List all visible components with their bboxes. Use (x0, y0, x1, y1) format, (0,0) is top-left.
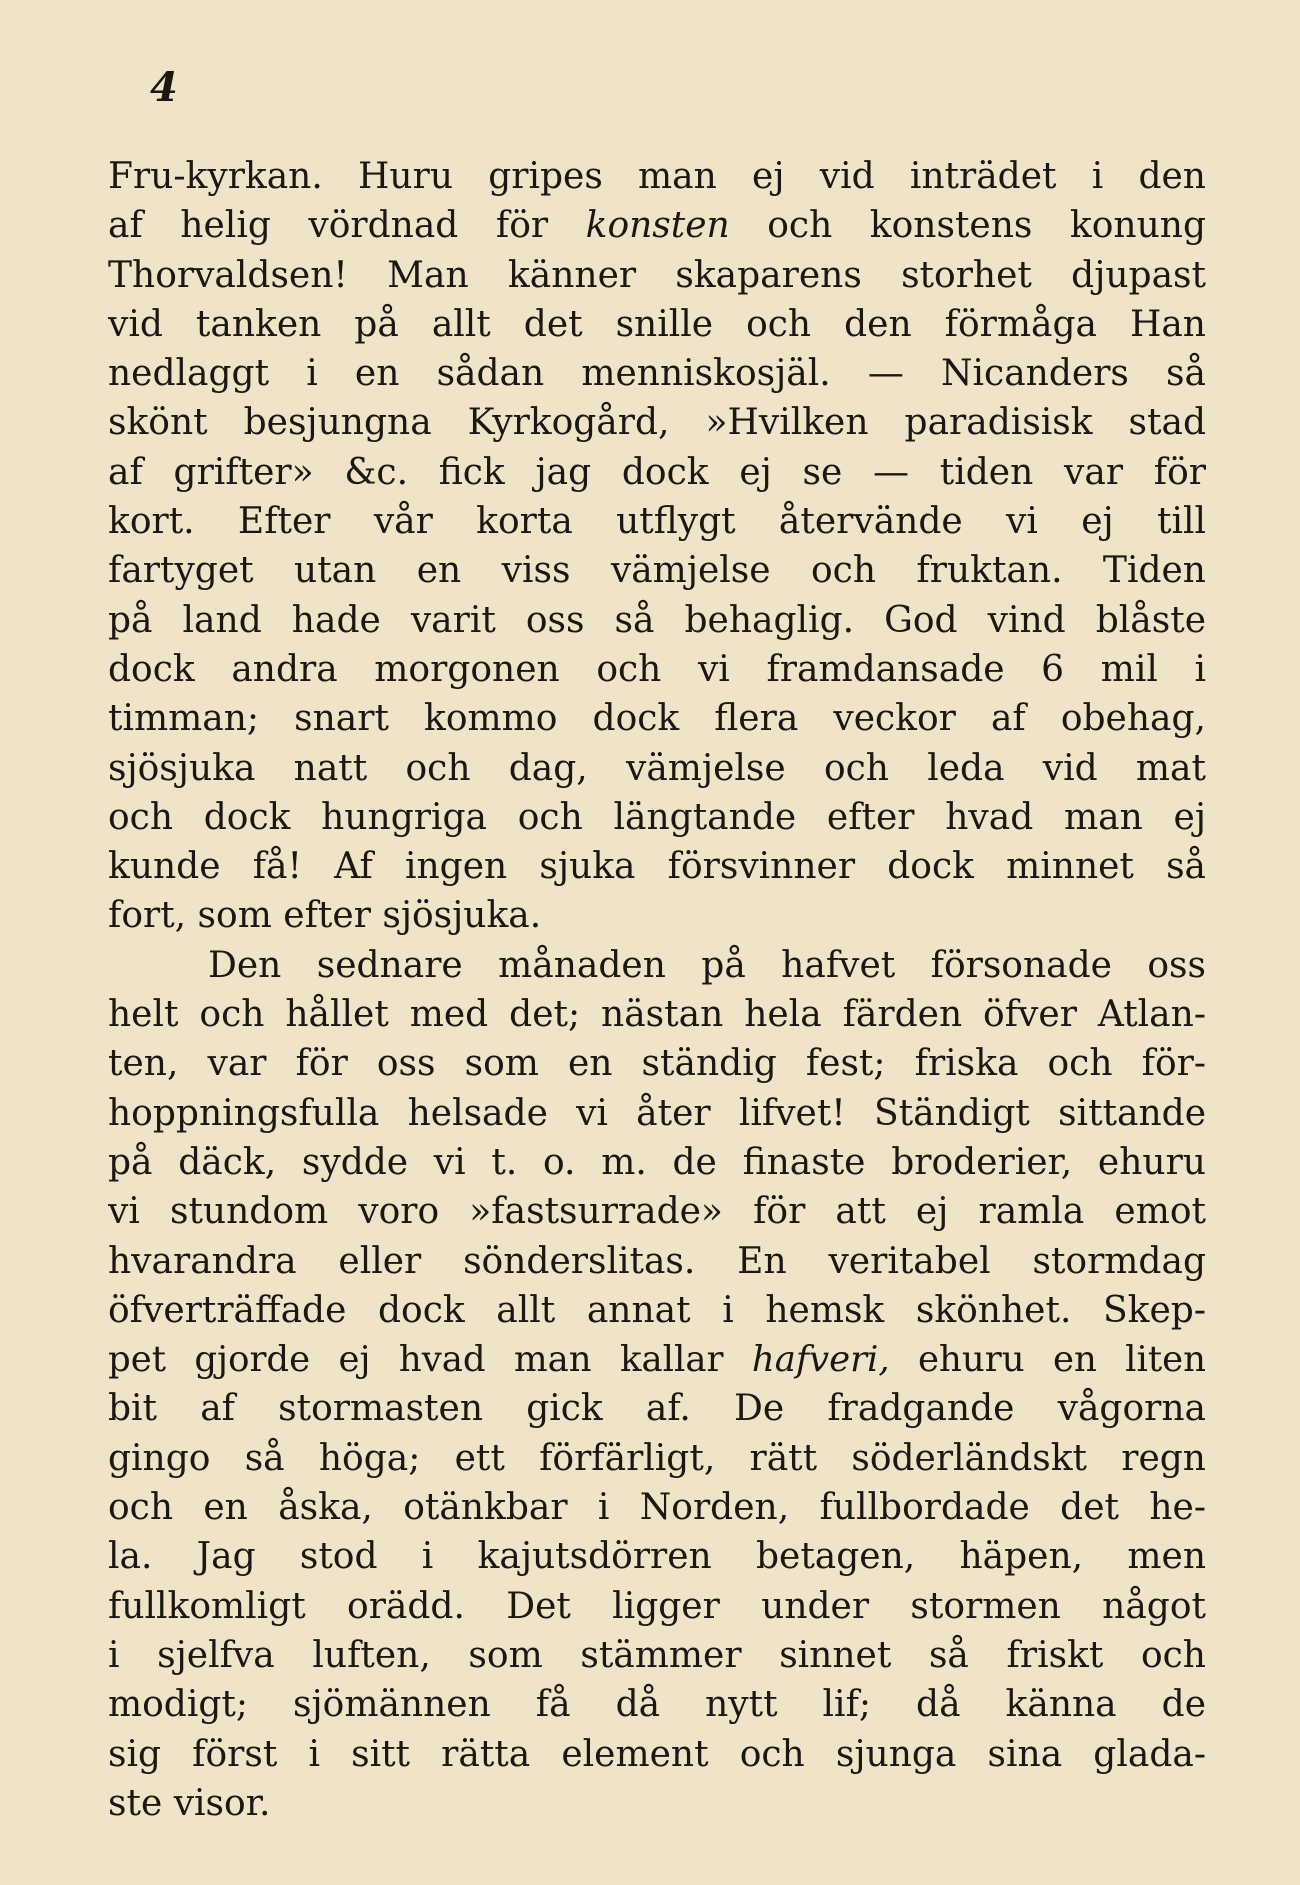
line-text: Thorvaldsen! Man känner skaparens storhet djupast (108, 254, 1206, 296)
text-line (108, 398, 1206, 447)
text-line (108, 1237, 1206, 1286)
text-line (108, 1335, 1206, 1384)
text-line (108, 596, 1206, 645)
text-line (108, 201, 1206, 250)
text-line (108, 546, 1206, 595)
line-text: ste visor. (108, 1782, 271, 1824)
line-text: nedlaggt i en sådan menniskosjäl. — Nicanders så (108, 353, 1206, 395)
line-text: och konstens konung (729, 205, 1206, 247)
line-text: af grifter» &c. fick jag dock ej se — tiden var för (108, 451, 1206, 493)
text-line (108, 1039, 1206, 1088)
page-number: 4 (150, 64, 178, 111)
body-text (108, 152, 1206, 1828)
line-text: på land hade varit oss så behaglig. God vind blåste (108, 599, 1206, 641)
text-line (108, 1680, 1206, 1729)
text-line (108, 1582, 1206, 1631)
line-text: ehuru en liten (889, 1339, 1206, 1381)
text-line (108, 990, 1206, 1039)
line-text: fort, som efter sjösjuka. (108, 895, 542, 937)
text-line (108, 891, 1206, 940)
text-line (108, 1730, 1206, 1779)
line-text: helt och hållet med det; nästan hela färden öfver Atlan- (108, 994, 1206, 1036)
italic-text: hafveri, (751, 1339, 890, 1381)
line-text: timman; snart kommo dock flera veckor af obehag, (108, 698, 1206, 740)
line-text: bit af stormasten gick af. De fradgande vågorna (108, 1388, 1206, 1430)
line-text: Den sednare månaden på hafvet försonade oss (208, 944, 1206, 986)
text-line (108, 1138, 1206, 1187)
line-text: på däck, sydde vi t. o. m. de finaste broderier, ehuru (108, 1141, 1206, 1183)
italic-text: konsten (585, 205, 730, 247)
text-line (108, 300, 1206, 349)
text-line (108, 1779, 1206, 1828)
text-line (108, 448, 1206, 497)
text-line (108, 842, 1206, 891)
text-line (108, 1532, 1206, 1581)
line-text: vi stundom voro »fastsurrade» för att ej ramla emot (108, 1191, 1206, 1233)
text-line (108, 1434, 1206, 1483)
line-text: af helig vördnad för (108, 205, 586, 247)
line-text: hoppningsfulla helsade vi åter lifvet! Ständigt sittande (108, 1092, 1206, 1134)
line-text: och dock hungriga och längtande efter hvad man ej (108, 796, 1206, 838)
text-line (108, 793, 1206, 842)
text-line (108, 349, 1206, 398)
text-line (108, 497, 1206, 546)
text-line (108, 744, 1206, 793)
line-text: kort. Efter vår korta utflygt återvände vi ej till (108, 501, 1206, 543)
line-text: la. Jag stod i kajutsdörren betagen, häpen, men (108, 1536, 1206, 1578)
text-line (108, 152, 1206, 201)
line-text: i sjelfva luften, som stämmer sinnet så friskt och (108, 1634, 1206, 1676)
line-text: fullkomligt orädd. Det ligger under stormen något (108, 1585, 1206, 1627)
text-line (108, 1187, 1206, 1236)
text-line (108, 1384, 1206, 1433)
text-line (108, 251, 1206, 300)
line-text: hvarandra eller sönderslitas. En veritabel stormdag (108, 1240, 1206, 1282)
line-text: och en åska, otänkbar i Norden, fullbordade det he- (108, 1487, 1206, 1529)
line-text: gingo så höga; ett förfärligt, rätt söderländskt regn (108, 1437, 1206, 1479)
text-line (108, 645, 1206, 694)
line-text: dock andra morgonen och vi framdansade 6 mil i (108, 648, 1206, 690)
text-line (108, 1089, 1206, 1138)
line-text: ten, var för oss som en ständig fest; friska och för- (108, 1043, 1206, 1085)
line-text: Fru-kyrkan. Huru gripes man ej vid inträdet i den (108, 156, 1206, 197)
line-text: sjösjuka natt och dag, vämjelse och leda vid mat (108, 747, 1206, 789)
line-text: modigt; sjömännen få då nytt lif; då känna de (108, 1684, 1206, 1726)
text-line (108, 1631, 1206, 1680)
text-line (108, 941, 1206, 990)
text-line (108, 694, 1206, 743)
line-text: vid tanken på allt det snille och den förmåga Han (108, 303, 1206, 345)
line-text: kunde få! Af ingen sjuka försvinner dock minnet så (108, 846, 1206, 888)
text-line (108, 1483, 1206, 1532)
line-text: sig först i sitt rätta element och sjunga sina glada- (108, 1733, 1206, 1775)
text-line (108, 1286, 1206, 1335)
line-text: öfverträffade dock allt annat i hemsk skönhet. Skep- (108, 1289, 1206, 1331)
line-text: skönt besjungna Kyrkogård, »Hvilken paradisisk stad (108, 402, 1206, 444)
line-text: fartyget utan en viss vämjelse och fruktan. Tiden (108, 550, 1206, 592)
line-text: pet gjorde ej hvad man kallar (108, 1339, 752, 1381)
